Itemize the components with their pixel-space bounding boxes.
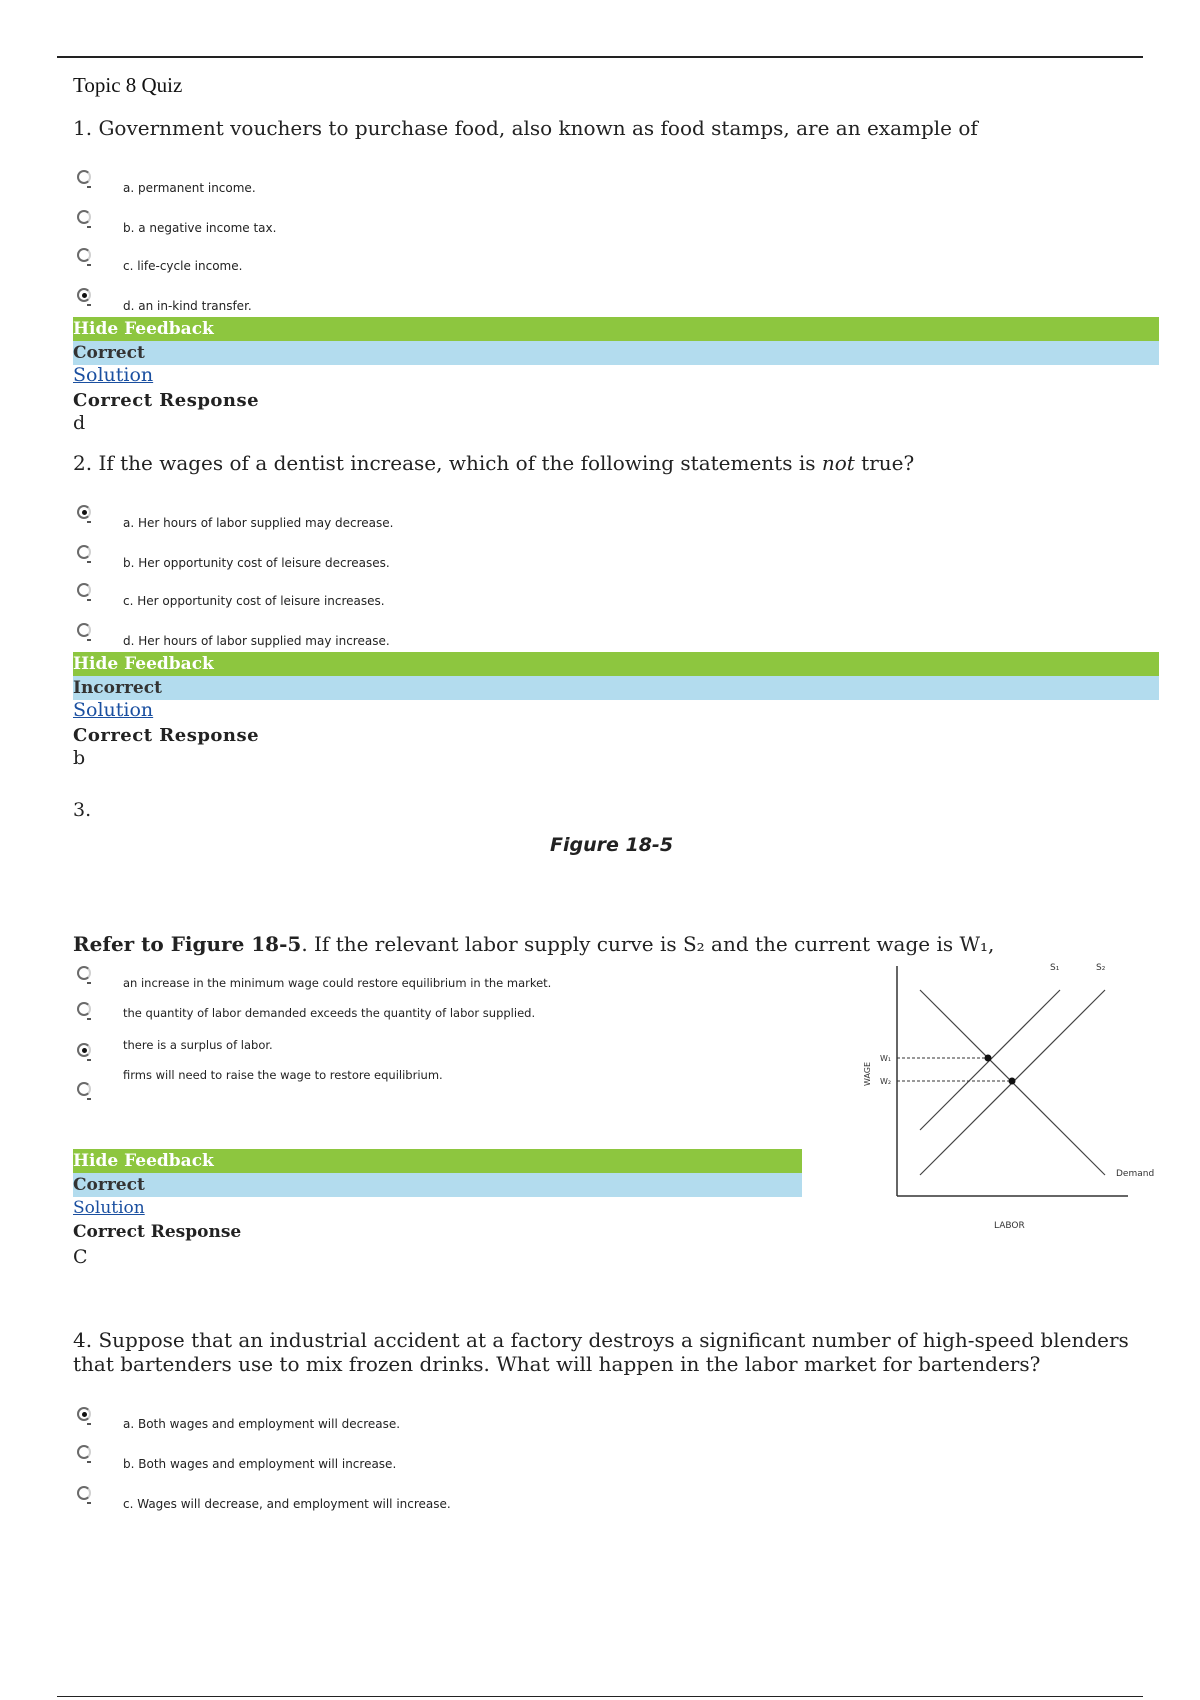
q2-correct-response-label: Correct Response bbox=[73, 725, 260, 746]
q3-option-b[interactable] bbox=[76, 1000, 536, 1022]
radio-button[interactable] bbox=[76, 1080, 96, 1102]
x-axis-label: LABOR bbox=[994, 1221, 1025, 1231]
radio-button[interactable] bbox=[76, 1484, 96, 1506]
option-label: d. an in-kind transfer. bbox=[123, 299, 252, 313]
q2-option-d[interactable] bbox=[76, 621, 390, 648]
q4-option-c[interactable] bbox=[76, 1484, 451, 1511]
q1-correct-response-label: Correct Response bbox=[73, 390, 260, 411]
radio-button[interactable] bbox=[76, 246, 96, 268]
q2-option-c[interactable] bbox=[76, 581, 385, 608]
option-label: an increase in the minimum wage could restore equilibrium in the market. bbox=[123, 976, 552, 990]
q1-correct-answer: d bbox=[73, 412, 86, 434]
q2-text: 2. If the wages of a dentist increase, which of the following statements is not true? bbox=[73, 451, 915, 475]
s2-label: S₂ bbox=[1096, 963, 1106, 973]
option-label: b. Both wages and employment will increase. bbox=[123, 1457, 397, 1471]
labor-market-diagram bbox=[850, 950, 1170, 1240]
option-label: a. Both wages and employment will decrease. bbox=[123, 1417, 401, 1431]
q3-hide-feedback-button[interactable]: Hide Feedback bbox=[73, 1149, 802, 1173]
page-title: Topic 8 Quiz bbox=[73, 73, 183, 97]
radio-button[interactable] bbox=[76, 168, 96, 190]
radio-button[interactable] bbox=[76, 621, 96, 643]
q2-solution-link[interactable]: Solution bbox=[73, 699, 154, 721]
radio-button[interactable] bbox=[76, 1443, 96, 1465]
option-label: a. Her hours of labor supplied may decrease. bbox=[123, 516, 394, 530]
option-label: the quantity of labor demanded exceeds the quantity of labor supplied. bbox=[123, 1006, 536, 1020]
option-label: a. permanent income. bbox=[123, 181, 256, 195]
q3-correct-answer: C bbox=[73, 1246, 88, 1268]
q2-option-a[interactable] bbox=[76, 503, 394, 530]
radio-button-selected[interactable] bbox=[76, 1041, 96, 1063]
top-rule bbox=[57, 56, 1143, 58]
radio-button[interactable] bbox=[76, 208, 96, 230]
option-label: c. Her opportunity cost of leisure increases. bbox=[123, 594, 385, 608]
q3-correct-response-label: Correct Response bbox=[73, 1222, 242, 1242]
q4-option-a[interactable] bbox=[76, 1405, 401, 1431]
radio-button[interactable] bbox=[76, 964, 96, 986]
option-label: b. a negative income tax. bbox=[123, 221, 277, 235]
q1-option-b[interactable] bbox=[76, 208, 277, 235]
option-label: c. Wages will decrease, and employment will increase. bbox=[123, 1497, 451, 1511]
radio-button-selected[interactable] bbox=[76, 503, 96, 525]
q3-option-d[interactable] bbox=[76, 1068, 443, 1102]
q3-text: Refer to Figure 18-5. If the relevant labor supply curve is S₂ and the current wage is W₁, bbox=[73, 932, 995, 956]
bottom-rule bbox=[57, 1696, 1143, 1697]
q2-result-bar: Incorrect bbox=[73, 676, 1159, 700]
q1-option-c[interactable] bbox=[76, 246, 243, 273]
q3-result-bar: Correct bbox=[73, 1173, 802, 1197]
q3-option-a[interactable] bbox=[76, 964, 552, 990]
radio-button-selected[interactable] bbox=[76, 1405, 96, 1427]
radio-button[interactable] bbox=[76, 543, 96, 565]
demand-label: Demand bbox=[1116, 1169, 1155, 1179]
q4-option-b[interactable] bbox=[76, 1443, 397, 1471]
radio-button[interactable] bbox=[76, 1000, 96, 1022]
q1-solution-link[interactable]: Solution bbox=[73, 364, 154, 386]
q3-solution-link[interactable]: Solution bbox=[73, 1198, 145, 1218]
option-label: there is a surplus of labor. bbox=[123, 1038, 273, 1052]
q2-correct-answer: b bbox=[73, 747, 86, 769]
option-label: b. Her opportunity cost of leisure decreases. bbox=[123, 556, 390, 570]
radio-button[interactable] bbox=[76, 581, 96, 603]
w2-label: W₂ bbox=[880, 1077, 892, 1086]
equilibrium-point-1 bbox=[985, 1055, 992, 1062]
s1-label: S₁ bbox=[1050, 963, 1060, 973]
equilibrium-point-2 bbox=[1009, 1078, 1016, 1085]
radio-button-selected[interactable] bbox=[76, 286, 96, 308]
option-label: c. life-cycle income. bbox=[123, 259, 243, 273]
q1-result-bar: Correct bbox=[73, 341, 1159, 365]
q1-option-a[interactable] bbox=[76, 168, 256, 195]
q1-hide-feedback-button[interactable]: Hide Feedback bbox=[73, 317, 1159, 341]
q3-number: 3. bbox=[73, 799, 92, 821]
q2-hide-feedback-button[interactable]: Hide Feedback bbox=[73, 652, 1159, 676]
q2-option-b[interactable] bbox=[76, 543, 390, 570]
q1-option-d[interactable] bbox=[76, 286, 252, 313]
y-axis-label: WAGE bbox=[863, 1061, 872, 1086]
figure-caption: Figure 18-5 bbox=[550, 834, 674, 856]
q4-text: 4. Suppose that an industrial accident at a factory destroys a significant number of high-speed blenders that bartenders use to mix frozen drinks. What will happen in the labor market for bartenders? bbox=[73, 1328, 1129, 1376]
option-label: d. Her hours of labor supplied may increase. bbox=[123, 634, 390, 648]
q3-option-c[interactable] bbox=[76, 1038, 273, 1063]
q1-text: 1. Government vouchers to purchase food, also known as food stamps, are an example of bbox=[73, 116, 978, 140]
option-label: firms will need to raise the wage to restore equilibrium. bbox=[123, 1068, 443, 1082]
w1-label: W₁ bbox=[880, 1054, 892, 1063]
